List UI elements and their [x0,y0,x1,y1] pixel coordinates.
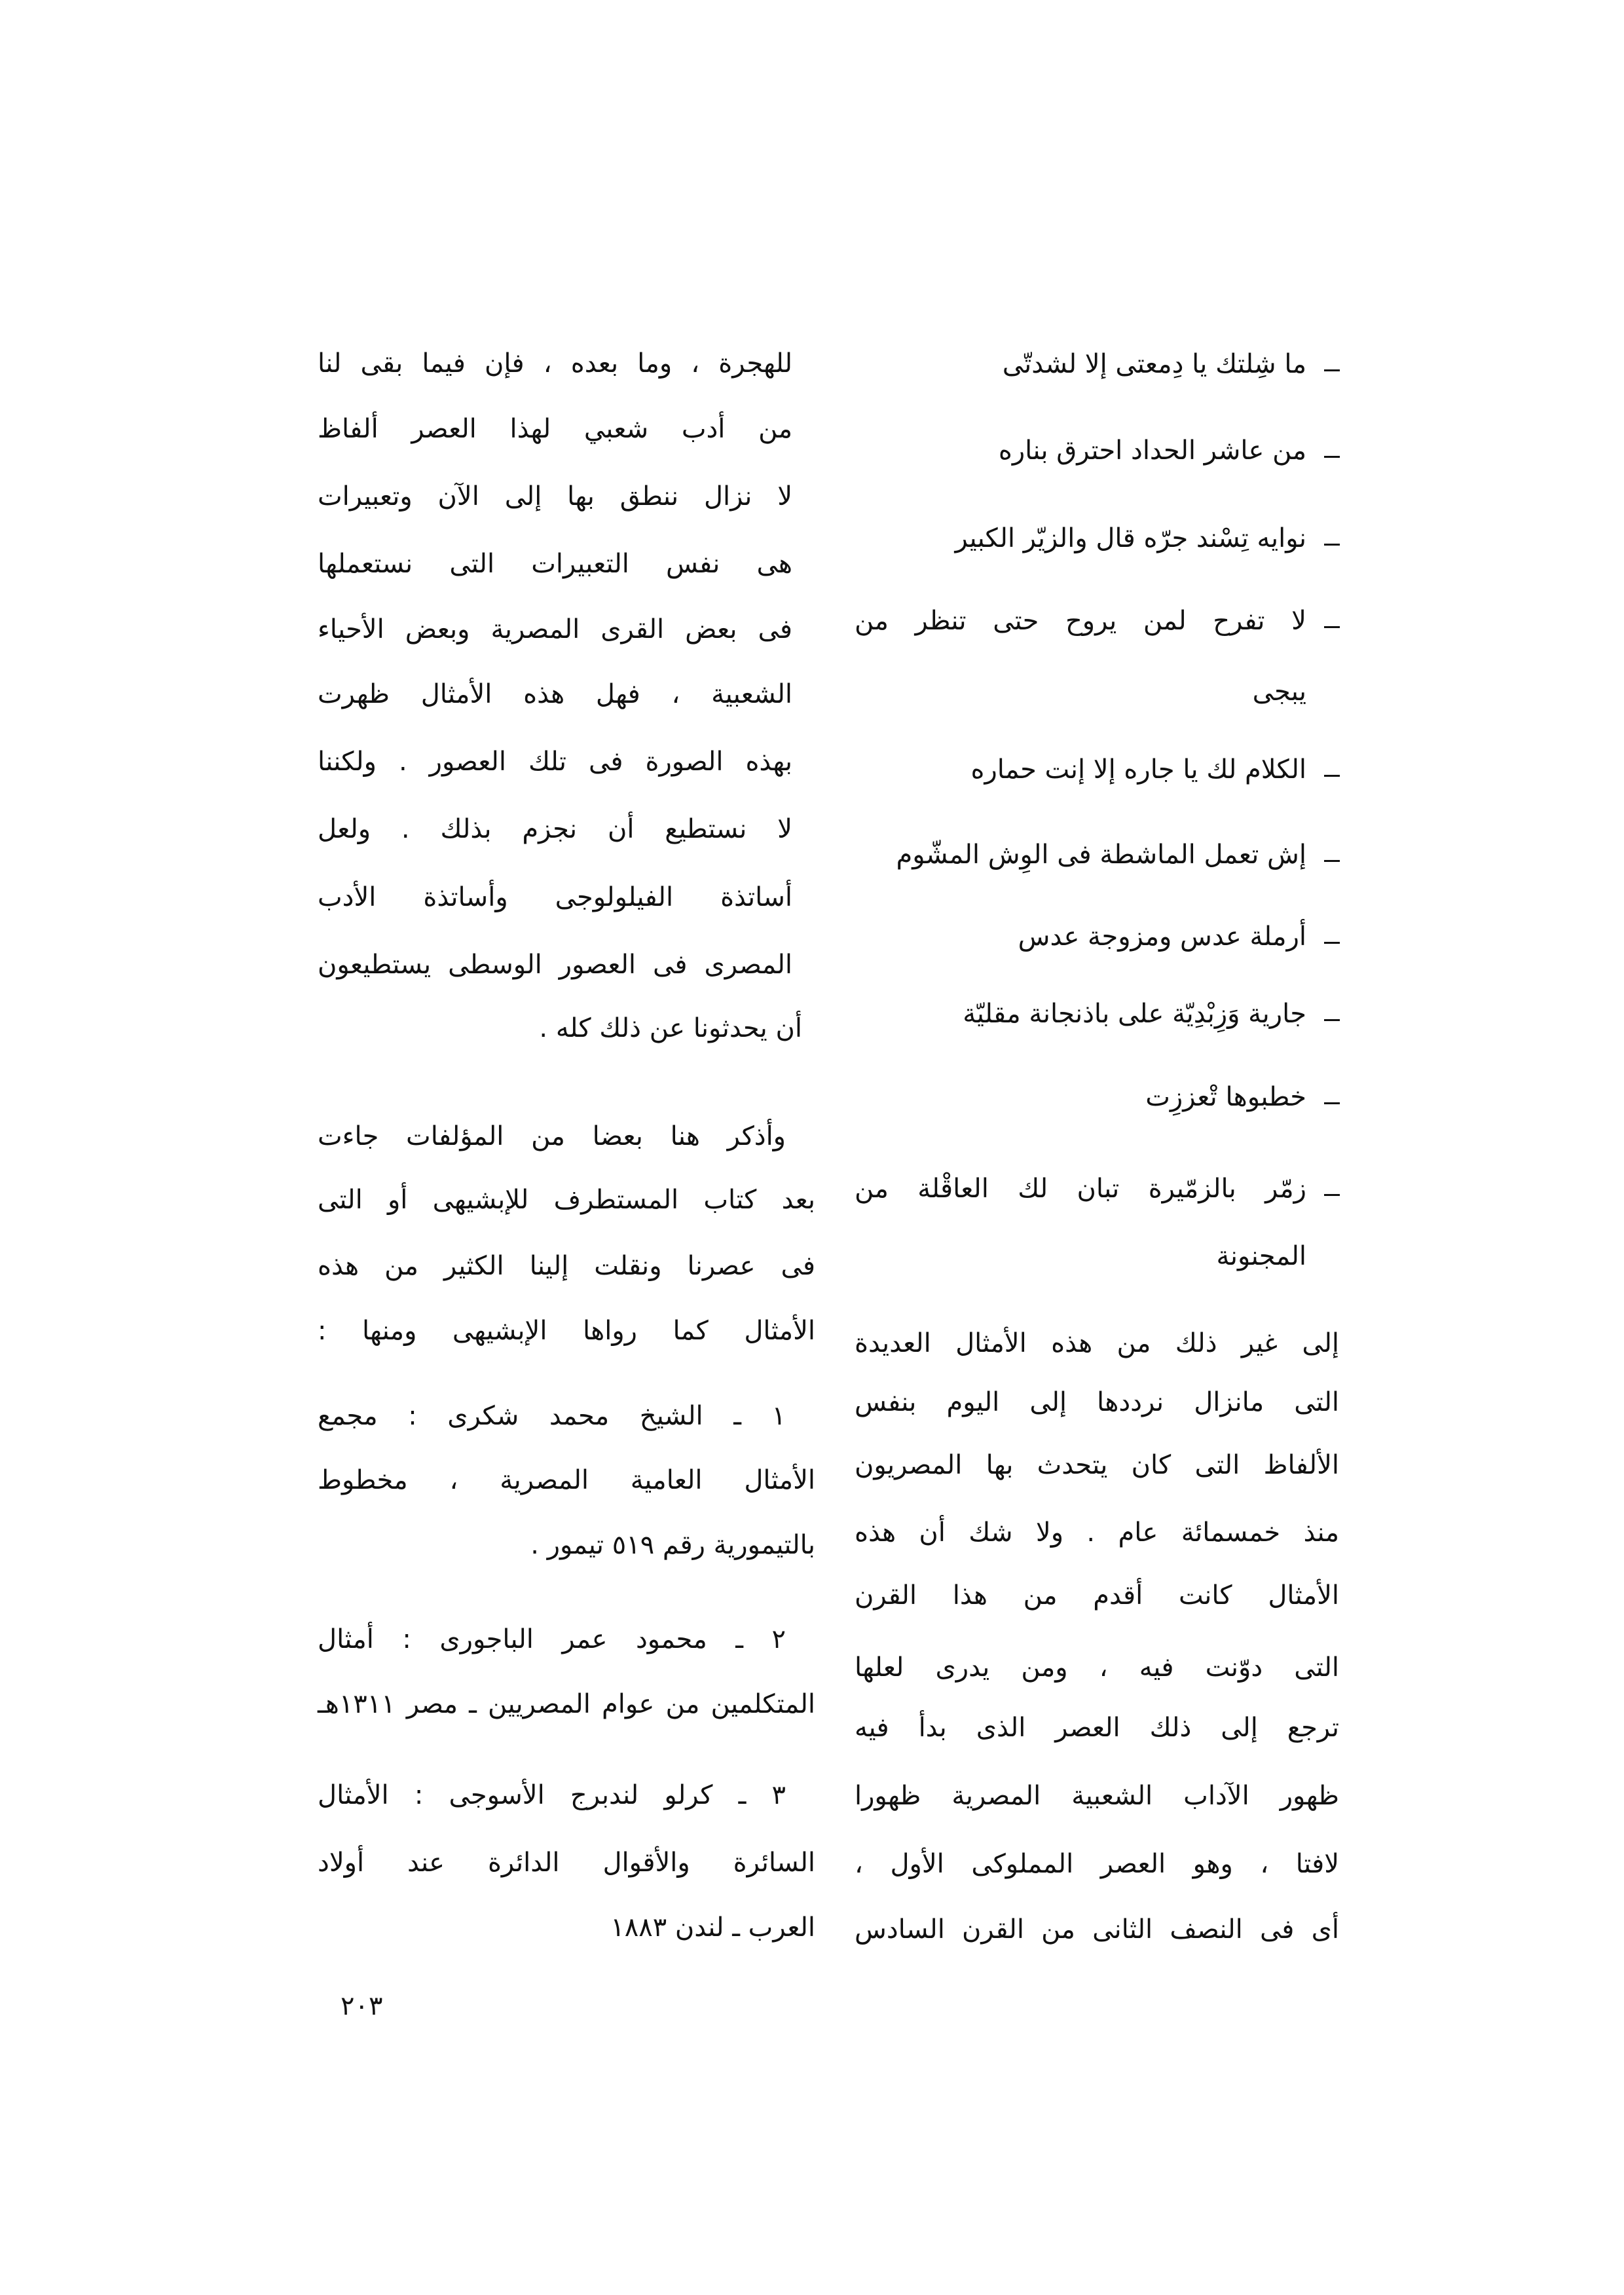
proverb-line-continued: يبجى [1252,677,1306,707]
paragraph-line: ظهور الآداب الشعبية المصرية ظهورا [855,1781,1339,1811]
proverb-line: زمّر بالزمّيرة تبان لك العاقْلة من [855,1174,1306,1204]
paragraph-line: لا نزال ننطق بها إلى الآن وتعبيرات [318,481,792,512]
paragraph-line: أساتذة الفيلولوجى وأساتذة الأدب [318,882,792,912]
proverb-line-continued: المجنونة [1216,1241,1306,1271]
paragraph-line: المصرى فى العصور الوسطى يستطيعون [318,950,792,980]
list-dash-icon [1324,860,1340,862]
paragraph-line: من أدب شعبي لهذا العصر ألفاظ [318,414,792,444]
list-dash-icon [1324,626,1340,628]
paragraph-line: فى عصرنا ونقلت إلينا الكثير من هذه [318,1251,815,1281]
reference-line: السائرة والأقوال الدائرة عند أولاد [318,1848,815,1878]
list-dash-icon [1324,544,1340,546]
proverb-line: جارية وَزِبْدِيّة على باذنجانة مقليّة [963,999,1306,1029]
proverb-line: إش تعمل الماشطة فى الوِش المشّوم [896,840,1306,870]
reference-line: العرب ـ لندن ١٨٨٣ [610,1912,815,1943]
reference-line: ٢ ـ محمود عمر الباجورى : أمثال [318,1624,786,1654]
proverb-line: نوايه تِسْند جرّه قال والزيّر الكبير [955,523,1306,553]
list-dash-icon [1324,775,1340,777]
paragraph-line: منذ خمسمائة عام . ولا شك أن هذه [855,1518,1339,1548]
paragraph-line: لافتا ، وهو العصر المملوكى الأول ، [855,1849,1339,1879]
list-dash-icon [1324,1019,1340,1021]
proverb-line: أرملة عدس ومزوجة عدس [1018,922,1306,952]
proverb-line: خطبوها تْعززِت [1145,1082,1306,1112]
paragraph-line: الألفاظ التى كان يتحدث بها المصريون [855,1450,1339,1480]
paragraph-line: للهجرة ، وما بعده ، فإن فيما بقى لنا [318,348,792,379]
list-dash-icon [1324,456,1340,458]
list-dash-icon [1324,1194,1340,1196]
paragraph-line: بهذه الصورة فى تلك العصور . ولكننا [318,747,792,777]
paragraph-line: إلى غير ذلك من هذه الأمثال العديدة [855,1328,1339,1358]
paragraph-line: التى دوّنت فيه ، ومن يدرى لعلها [855,1652,1339,1683]
reference-line: ١ ـ الشيخ محمد شكرى : مجمع [318,1401,786,1431]
page-number: ٢٠٣ [341,1991,383,2021]
reference-line: بالتيمورية رقم ٥١٩ تيمور . [530,1530,815,1560]
paragraph-line: هى نفس التعبيرات التى نستعملها [318,549,792,579]
paragraph-line: أن يحدثونا عن ذلك كله . [539,1013,802,1043]
paragraph-line: وأذكر هنا بعضا من المؤلفات جاءت [318,1121,786,1151]
reference-line: ٣ ـ كرلو لندبرج الأسوجى : الأمثال [318,1780,786,1810]
list-dash-icon [1324,1102,1340,1104]
list-dash-icon [1324,942,1340,944]
paragraph-line: فى بعض القرى المصرية وبعض الأحياء [318,614,792,644]
paragraph-line: أى فى النصف الثانى من القرن السادس [855,1914,1339,1945]
paragraph-line: الأمثال كما رواها الإبشيهى ومنها : [318,1316,815,1346]
paragraph-line: التى مانزال نرددها إلى اليوم بنفس [855,1387,1339,1417]
reference-line: المتكلمين من عوام المصريين ـ مصر ١٣١١هـ [318,1689,815,1719]
reference-line: الأمثال العامية المصرية ، مخطوط [318,1465,815,1495]
paragraph-line: بعد كتاب المستطرف للإبشيهى أو التى [318,1185,815,1215]
paragraph-line: ترجع إلى ذلك العصر الذى بدأ فيه [855,1713,1339,1743]
paragraph-line: الشعبية ، فهل هذه الأمثال ظهرت [318,679,792,709]
paragraph-line: الأمثال كانت أقدم من هذا القرن [855,1580,1339,1611]
proverb-line: لا تفرح لمن يروح حتى تنظر من [855,606,1306,636]
proverb-line: الكلام لك يا جاره إلا إنت حماره [970,755,1306,785]
proverb-line: ما شِلتك يا دِمعتى إلا لشدتّى [1002,349,1306,379]
list-dash-icon [1324,369,1340,371]
proverb-line: من عاشر الحداد احترق بناره [998,436,1306,466]
paragraph-line: لا نستطيع أن نجزم بذلك . ولعل [318,814,792,844]
